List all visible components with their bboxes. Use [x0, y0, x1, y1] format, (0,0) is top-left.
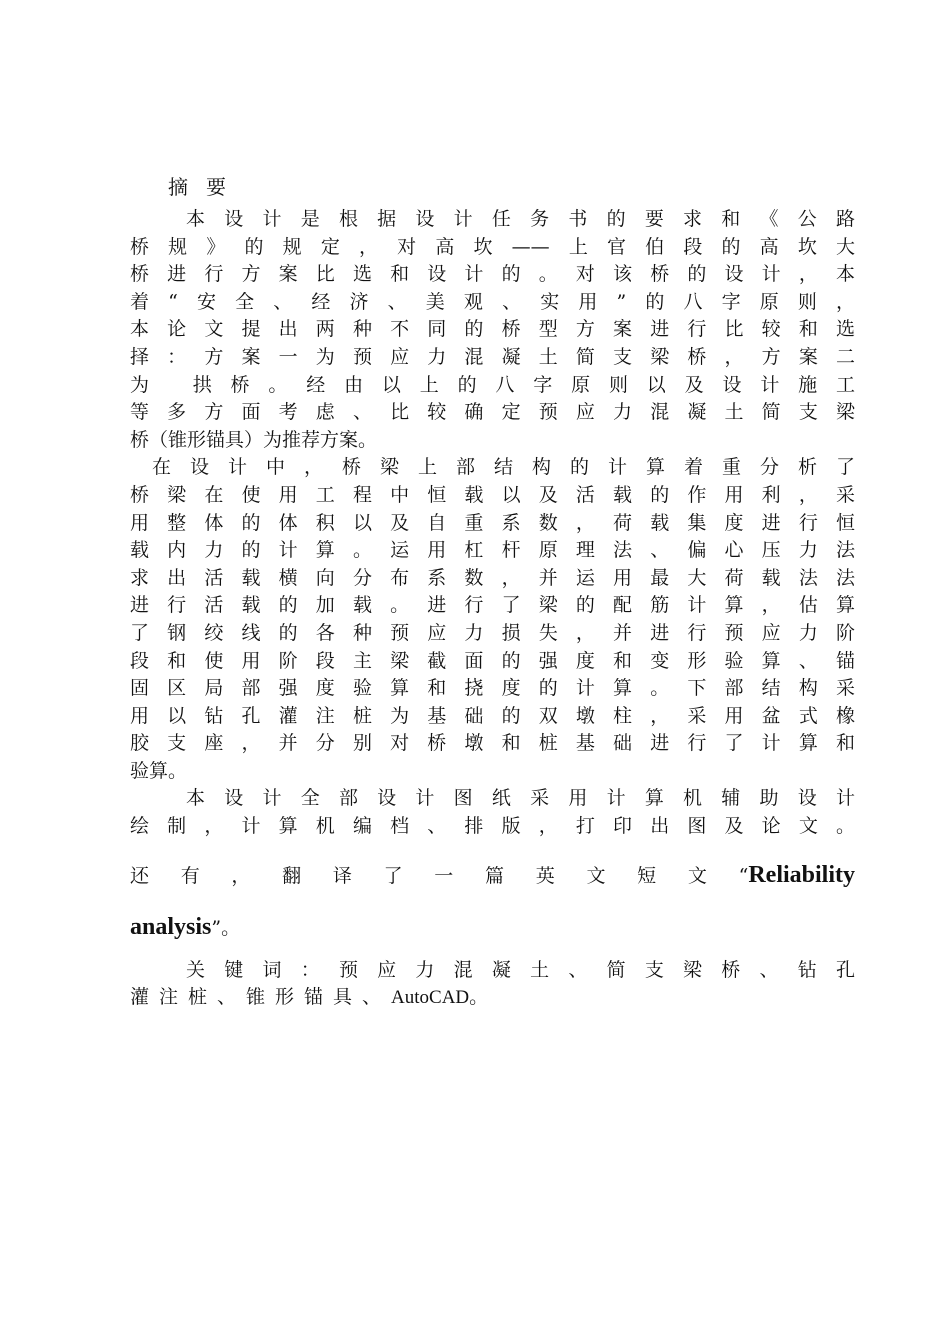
- translation-prefix: 还有，翻译了一篇英文短文“: [130, 864, 749, 887]
- text-line: 等多方面考虑、比较确定预应力混凝土简支梁: [130, 401, 855, 424]
- text-line: 固区局部强度验算和挠度的计算。下部结构采: [130, 677, 855, 700]
- text-line: 本论文提出两种不同的桥型方案进行比较和选: [130, 318, 855, 341]
- translation-title-part-1: Reliability: [748, 861, 855, 888]
- keywords-line-2: [130, 984, 855, 1012]
- text-line: 本设计是根据设计任务书的要求和《公路: [186, 208, 855, 230]
- keywords-line-1: 关键词：预应力混凝土、简支梁桥、钻孔: [186, 958, 855, 981]
- keywords-autocad: AutoCAD: [391, 987, 470, 1009]
- text-line: 桥（锥形锚具）为推荐方案。: [130, 428, 378, 451]
- text-line: 本设计全部设计图纸采用计算机辅助设计: [186, 787, 855, 810]
- translation-title-part-2: analysis: [130, 913, 212, 940]
- paragraph-3: [130, 785, 855, 840]
- text-line: 桥梁在使用工程中恒载以及活载的作用利，采: [130, 483, 855, 506]
- text-line: 着“安全、经济、美观、实用”的八字原则，: [130, 290, 855, 313]
- text-line: 在设计中，桥梁上部结构的计算着重分析了: [152, 456, 855, 479]
- text-line: 求出活载横向分布系数，并运用最大荷载法法: [130, 566, 855, 589]
- paragraph-1: [130, 206, 855, 454]
- translation-line-1: [130, 849, 855, 901]
- text-line: 择：方案一为预应力混凝土简支梁桥，方案二: [130, 345, 855, 368]
- text-line: 桥规》的规定，对高坎——上官伯段的高坎大: [130, 235, 855, 258]
- text-line: 为 拱桥。经由以上的八字原则以及设计施工: [130, 373, 855, 396]
- paragraph-2: [130, 454, 855, 785]
- text-line: 桥进行方案比选和设计的。对该桥的设计，本: [130, 263, 855, 286]
- keywords-suffix: 。: [469, 986, 499, 1009]
- text-line: 段和使用阶段主梁截面的强度和变形验算、锚: [130, 649, 855, 672]
- text-line: 进行活载的加载。进行了梁的配筋计算，估算: [130, 594, 855, 617]
- keywords-prefix: 灌注桩、锥形锚具、: [130, 986, 392, 1009]
- abstract-page: [130, 170, 855, 1012]
- translation-paragraph: [130, 849, 855, 953]
- keywords-paragraph: [130, 957, 855, 1012]
- translation-line-2: [130, 901, 855, 953]
- text-line: 用以钻孔灌注桩为基础的双墩柱，采用盆式橡: [130, 704, 855, 727]
- abstract-title: 摘要: [168, 175, 244, 199]
- translation-suffix: ”。: [211, 916, 241, 939]
- text-line: 用整体的体积以及自重系数，荷载集度进行恒: [130, 511, 855, 534]
- text-line: 载内力的计算。运用杠杆原理法、偏心压力法: [130, 539, 855, 562]
- text-line: 绘制，计算机编档、排版，打印出图及论文。: [130, 815, 855, 838]
- text-line: 胶支座，并分别对桥墩和桩基础进行了计算和: [130, 732, 855, 755]
- text-line: 验算。: [130, 759, 188, 782]
- text-line: 了钢绞线的各种预应力损失，并进行预应力阶: [130, 621, 855, 644]
